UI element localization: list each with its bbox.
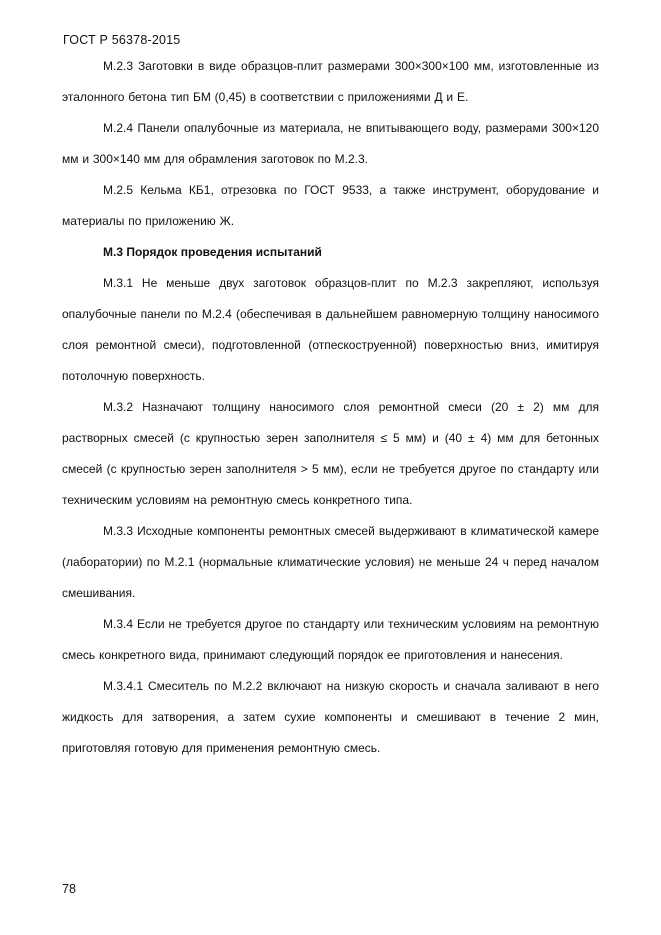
document-body <box>62 51 599 764</box>
section-heading-m-3: М.3 Порядок проведения испытаний <box>103 245 322 259</box>
paragraph-m-2-3: М.2.3 Заготовки в виде образцов-плит размерами 300×300×100 мм, изготовленные из эталонного бетона тип БМ (0,45) в соответствии с приложениями Д и Е. <box>62 59 599 104</box>
paragraph-m-3-4-1: М.3.4.1 Смеситель по М.2.2 включают на низкую скорость и сначала заливают в него жидкость для затворения, а затем сухие компоненты и смешивают в течение 2 мин, приготовляя готовую для применения ремонтную смесь. <box>62 679 599 755</box>
paragraph-m-3-3: М.3.3 Исходные компоненты ремонтных смесей выдерживают в климатической камере (лаборатории) по М.2.1 (нормальные климатические условия) не меньше 24 ч перед началом смешивания. <box>62 524 599 600</box>
paragraph-m-3-2: М.3.2 Назначают толщину наносимого слоя ремонтной смеси (20 ± 2) мм для растворных смесей (с крупностью зерен заполнителя ≤ 5 мм) и (40 ± 4) мм для бетонных смесей (с крупностью зерен заполнителя > 5 мм), если не требуется другое по стандарту или техническим условиям на ремонтную смесь конкретного типа. <box>62 400 599 507</box>
paragraph-m-3-1: М.3.1 Не меньше двух заготовок образцов-плит по М.2.3 закрепляют, используя опалубочные панели по М.2.4 (обеспечивая в дальнейшем равномерную толщину наносимого слоя ремонтной смеси), подготовленной (отпескоструенной) поверхностью вниз, имитируя потолочную поверхность. <box>62 276 599 383</box>
paragraph-m-3-4: М.3.4 Если не требуется другое по стандарту или техническим условиям на ремонтную смесь конкретного вида, принимают следующий порядок ее приготовления и нанесения. <box>62 617 599 662</box>
document-code-header: ГОСТ Р 56378-2015 <box>63 33 181 47</box>
page-number: 78 <box>62 882 76 896</box>
paragraph-m-2-4: М.2.4 Панели опалубочные из материала, не впитывающего воду, размерами 300×120 мм и 300×140 мм для обрамления заготовок по М.2.3. <box>62 121 599 166</box>
paragraph-m-2-5: М.2.5 Кельма КБ1, отрезовка по ГОСТ 9533, а также инструмент, оборудование и материалы по приложению Ж. <box>62 183 599 228</box>
